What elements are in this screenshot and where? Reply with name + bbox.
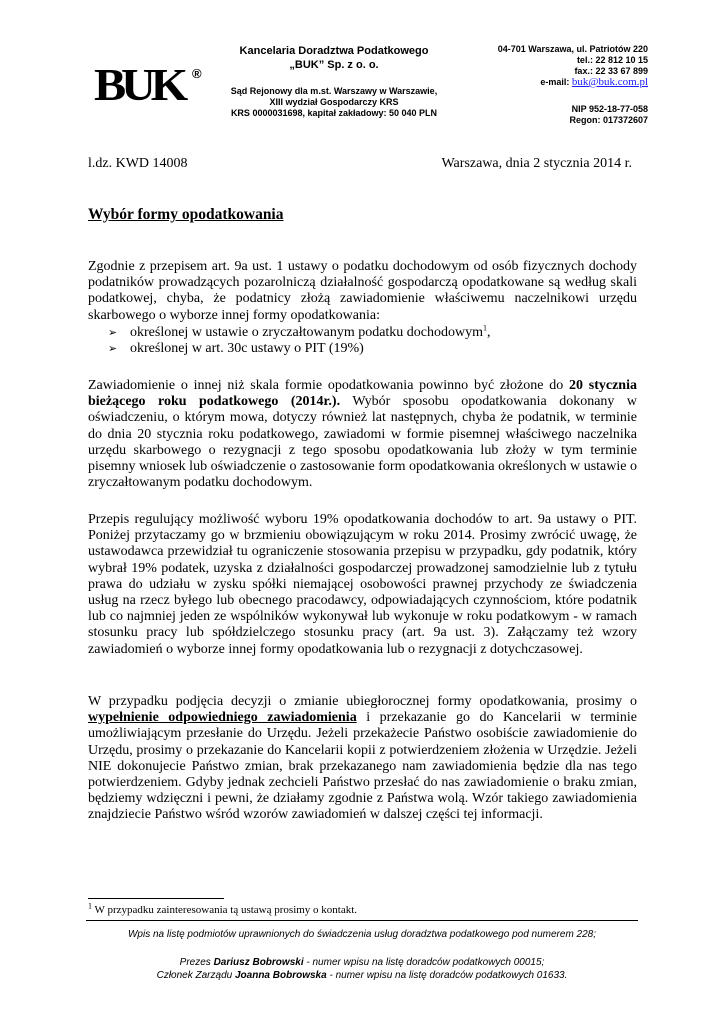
- paragraph-2-text-b: Wybór sposobu opodatkowania dokonany w oświadczeniu, o którym mowa, dotyczy również lat następnych, chyba że podatnik, w terminie do dnia 20 stycznia roku podatkowego, zawiadomi w formie pisemnej właściwego naczelnika urzędu skarbowego o rezygnacji z tego sposobu opodatkowania lub złoży w tym terminie pisemny wniosek lub oświadczenie o zastosowanie form opodatkowania określonych w ustawie o zryczałtowanym podatku dochodowym.: [88, 394, 637, 491]
- footnote-ref: 1: [483, 323, 488, 333]
- court-registration: [216, 86, 452, 119]
- footer-registration: Wpis na listę podmiotów uprawnionych do świadczenia usług doradztwa podatkowego pod numerem 228;: [127, 929, 597, 940]
- arrow-bullet-icon: ➢: [108, 326, 118, 339]
- list-item: ➢ określonej w ustawie o zryczałtowanym podatku dochodowym$^1$,: [108, 323, 491, 340]
- court-line3: KRS 0000031698, kapitał zakładowy: 50 040 PLN: [230, 108, 438, 118]
- footnote-divider: [88, 898, 224, 899]
- footnote-mark: 1: [88, 901, 92, 911]
- firm-name-line2: „BUK” Sp. z o. o.: [289, 59, 379, 71]
- paragraph-2: [88, 378, 637, 491]
- bullet-1-text: określonej w ustawie o zryczałtowanym podatku dochodowym: [130, 325, 484, 340]
- bullet-list: [108, 325, 637, 357]
- email-label: e-mail:: [540, 77, 572, 87]
- email-row: [468, 77, 648, 88]
- letter-date: Warszawa, dnia 2 stycznia 2014 r.: [441, 156, 632, 171]
- firm-name: [216, 44, 452, 72]
- nip: NIP 952-18-77-058: [571, 104, 648, 114]
- member-name: Joanna Bobrowska: [234, 970, 327, 981]
- footnote-text: W przypadku zainteresowania tą ustawą prosimy o kontakt.: [92, 904, 358, 916]
- page-title: Wybór formy opodatkowania: [88, 206, 284, 223]
- footer-president: [62, 956, 662, 969]
- paragraph-4-text-a: W przypadku podjęcia decyzji o zmianie ubiegłorocznej formy opodatkowania, prosimy o: [88, 694, 637, 709]
- company-logo: BUK: [94, 59, 183, 110]
- firm-name-line1: Kancelaria Doradztwa Podatkowego: [239, 45, 429, 57]
- footnote: [88, 901, 358, 916]
- list-item: [108, 341, 637, 357]
- paragraph-3: [88, 512, 637, 658]
- regon: Regon: 017372607: [569, 115, 648, 125]
- email-link[interactable]: buk@buk.com.pl: [571, 76, 648, 88]
- fax: fax.: 22 33 67 899: [574, 66, 648, 76]
- registered-mark: ®: [192, 66, 202, 81]
- paragraph-1: [88, 259, 637, 324]
- paragraph-4-text-b: i przekazanie go do Kancelarii w terminie umożliwiającym przesłanie do Urzędu. Jeżeli przekażecie Państwo osobiście zawiadomienie do Urzędu, prosimy o przekazanie do Kancelarii kopii z potwierdzeniem złożenia w Urzędzie. Jeżeli NIE dokonujecie Państwo zmian, brak przekazanego nam zawiadomienia będzie dla nas tego potwierdzeniem. Gdyby jednak zechcieli Państwo przesłać do nas zawiadomienie o braku zmian, będziemy wdzięczni i pewni, że działamy zgodnie z Państwa wolą. Wzór takiego zawiadomienia znajdziecie Państwo wśród wzorów zawiadomień w dalszej części tej informacji.: [88, 710, 638, 823]
- contact-block: [468, 44, 648, 88]
- arrow-bullet-icon: ➢: [108, 342, 118, 356]
- reference-number: l.dz. KWD 14008: [88, 156, 188, 171]
- footer-member: [62, 969, 662, 982]
- phone: tel.: 22 812 10 15: [576, 55, 648, 65]
- court-line2: XIII wydział Gospodarczy KRS: [269, 97, 399, 107]
- member-prefix: Członek Zarządu: [156, 970, 235, 981]
- president-name: Dariusz Bobrowski: [213, 957, 304, 968]
- member-suffix: - numer wpisu na listę doradców podatkowych 01633.: [326, 970, 568, 981]
- president-prefix: Prezes: [179, 957, 214, 968]
- president-suffix: - numer wpisu na listę doradców podatkowych 00015;: [303, 957, 545, 968]
- deadline-bold: 20 stycznia bieżącego roku podatkowego (2014r.).: [88, 378, 637, 410]
- paragraph-4: [88, 694, 637, 824]
- court-line1: Sąd Rejonowy dla m.st. Warszawy w Warszawie,: [230, 86, 438, 96]
- paragraph-2-text-a: Zawiadomienie o innej niż skala formie opodatkowania powinno być złożone do: [88, 378, 569, 393]
- company-ids: [468, 104, 648, 126]
- paragraph-1-text: Zgodnie z przepisem art. 9a ust. 1 ustawy o podatku dochodowym od osób fizycznych dochody podatników prowadzących pozarolniczą działalność gospodarczą opodatkowane są według skali podatkowej, chyba, że podatnicy złożą zawiadomienie właściwemu naczelnikowi urzędu skarbowego o wyborze innej formy opodatkowania:: [88, 259, 637, 323]
- footer-board: [62, 956, 662, 982]
- address: 04-701 Warszawa, ul. Patriotów 220: [497, 44, 648, 54]
- footer-divider: [86, 920, 638, 921]
- bullet-2-text: określonej w art. 30c ustawy o PIT (19%): [130, 341, 364, 357]
- paragraph-3-text: Przepis regulujący możliwość wyboru 19% opodatkowania dochodów to art. 9a ustawy o PIT. Poniżej przytaczamy go w brzmieniu obowiązującym w roku 2014. Prosimy zwrócić uwagę, że ustawodawca przewidział tu ograniczenie stosowania przepisu w przypadku, gdy podatnik, który wybrał 19% podatek, uzyska z działalności gospodarczej prowadzonej samodzielnie lub z tytułu prawa do udziału w zysku spółki niemającej osobowości prawnej przychody ze świadczenia usług na rzecz byłego lub obecnego pracodawcy, odpowiadających czynnościom, które podatnik lub co najmniej jeden ze wspólników wykonywał lub wykonuje w roku podatkowym - w ramach stosunku pracy lub spółdzielczego stosunku pracy (art. 9a ust. 3). Załączamy też wzory zawiadomień o wyborze innej formy opodatkowania lub o rezygnacji z dotychczasowej.: [88, 512, 637, 657]
- notification-link[interactable]: wypełnienie odpowiedniego zawiadomienia: [88, 710, 357, 726]
